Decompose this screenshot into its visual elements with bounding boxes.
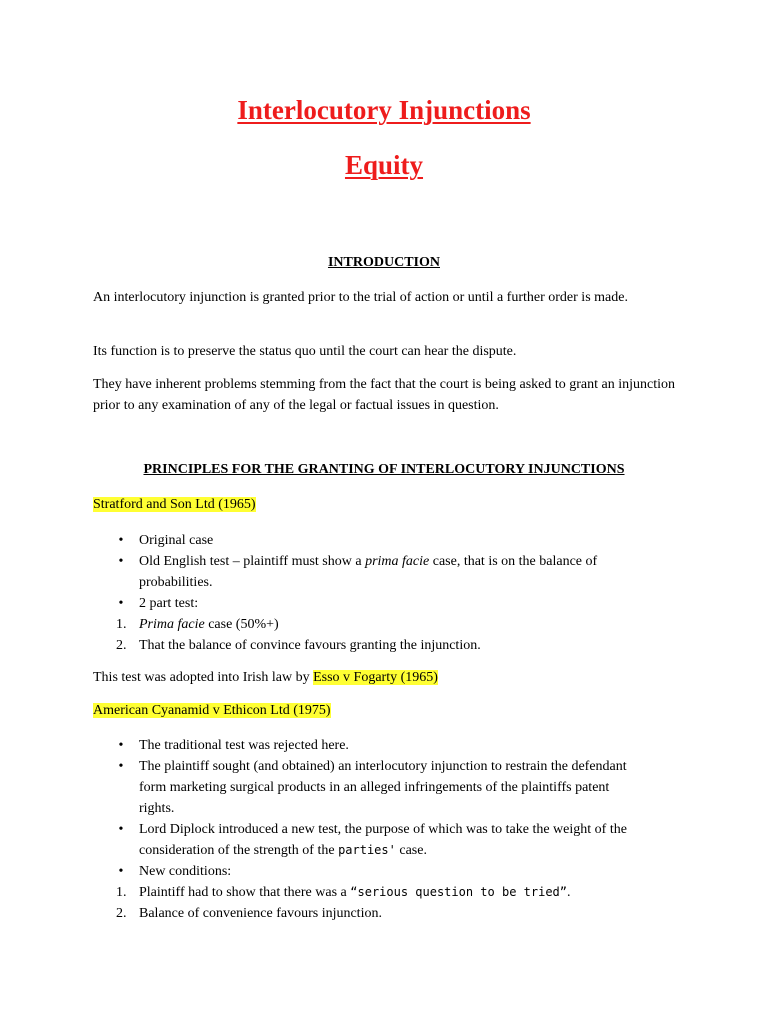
case-cyanamid-line (93, 700, 683, 721)
list-item: • Old English test – plaintiff must show a prima facie case, that is on the balance of probabilities. (116, 551, 646, 593)
list-item: 2. Balance of convenience favours injunction. (116, 906, 382, 921)
list-item: 1. Plaintiff had to show that there was a “serious question to be tried”. (116, 885, 571, 900)
list-item: • 2 part test: (116, 593, 646, 614)
list-item: • Original case (116, 530, 646, 551)
intro-paragraph-2: Its function is to preserve the status quo until the court can hear the dispute. (93, 344, 517, 359)
list-item: 2. That the balance of convince favours granting the injunction. (116, 638, 481, 653)
adopted-paragraph: This test was adopted into Irish law by Esso v Fogarty (1965) (93, 670, 438, 685)
intro-paragraph-1: An interlocutory injunction is granted prior to the trial of action or until a further order is made. (93, 290, 628, 305)
bullet-icon: • (118, 554, 124, 569)
list-item: • Lord Diplock introduced a new test, the purpose of which was to take the weight of the consideration of the strength of the parties' case. (116, 819, 646, 861)
list-item: • The plaintiff sought (and obtained) an interlocutory injunction to restrain the defendant form marketing surgical products in an alleged infringements of the plaintiffs patent rights. (116, 756, 646, 819)
cyanamid-bullet-list (116, 735, 646, 924)
bullet-icon: • (118, 822, 124, 837)
document-subtitle: Equity (344, 150, 424, 180)
bullet-icon: • (118, 596, 124, 611)
case-stratford-highlight: Stratford and Son Ltd (1965) (93, 497, 256, 512)
list-item: 1. Prima facie case (50%+) (116, 617, 279, 632)
principles-heading: PRINCIPLES FOR THE GRANTING OF INTERLOCUTORY INJUNCTIONS (143, 462, 625, 477)
intro-heading: INTRODUCTION (327, 255, 440, 270)
bullet-icon: • (118, 864, 124, 879)
stratford-bullet-list (116, 530, 646, 656)
bullet-icon: • (118, 738, 124, 753)
case-esso-highlight: Esso v Fogarty (1965) (313, 670, 438, 685)
intro-paragraph-3: They have inherent problems stemming from the fact that the court is being asked to grant an injunction prior to any examination of any of the legal or factual issues in question. (93, 377, 676, 413)
list-item: • The traditional test was rejected here. (116, 735, 646, 756)
document-title: Interlocutory Injunctions (237, 95, 531, 125)
list-item: • New conditions: (116, 861, 646, 882)
bullet-icon: • (118, 533, 124, 548)
case-stratford-line (93, 494, 683, 515)
bullet-icon: • (118, 759, 124, 774)
case-cyanamid-highlight: American Cyanamid v Ethicon Ltd (1975) (93, 703, 331, 718)
